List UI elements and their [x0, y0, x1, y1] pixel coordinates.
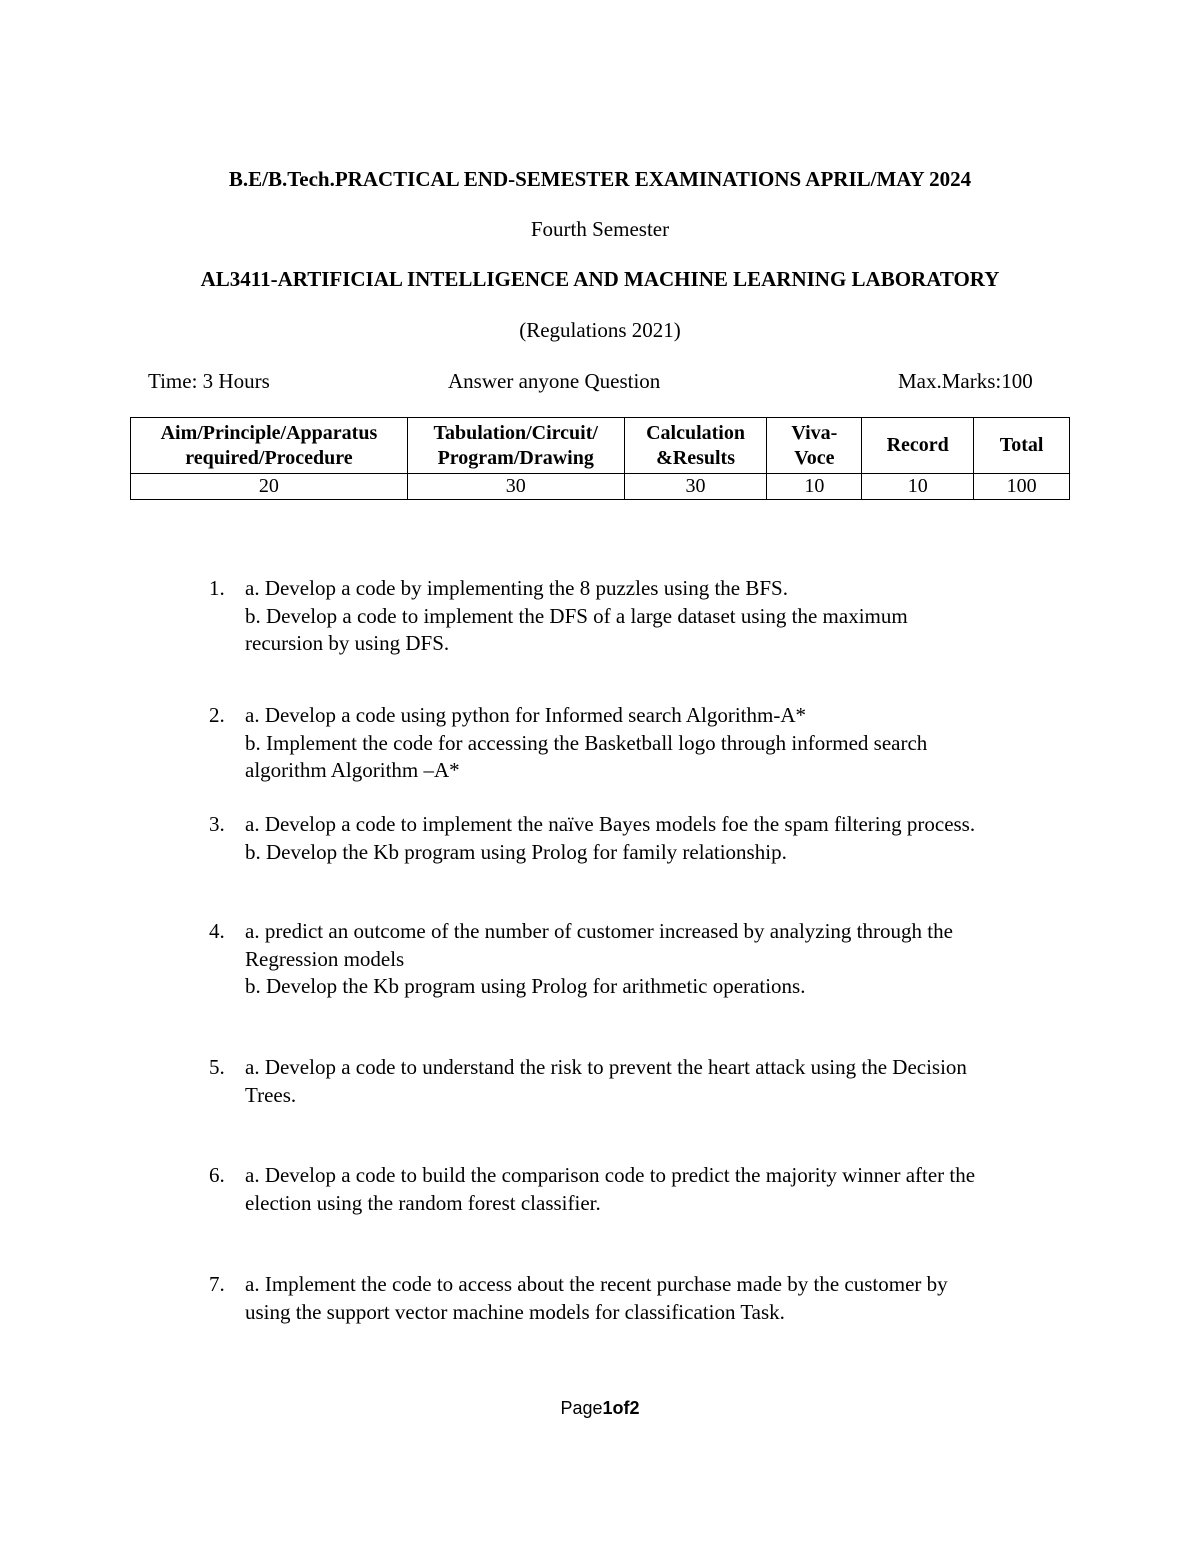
header-line: Voce [794, 446, 835, 469]
question-text [245, 575, 1075, 658]
question-line: b. Develop a code to implement the DFS of a large dataset using the maximum [245, 603, 908, 628]
header-line: Program/Drawing [437, 446, 594, 469]
question-number: 7. [209, 1272, 225, 1296]
question-number: 4. [209, 919, 225, 943]
question-line: a. Develop a code to build the comparison code to predict the majority winner after the [245, 1163, 976, 1187]
question-line: election using the random forest classifier. [245, 1190, 601, 1215]
marks-total: 100 [974, 474, 1070, 500]
question-number: 3. [209, 812, 225, 836]
question-line: algorithm Algorithm –A* [245, 758, 460, 782]
header-line: Aim/Principle/Apparatus [160, 421, 378, 444]
current-page-number: 1 [602, 1398, 613, 1418]
exam-duration: Time: 3 Hours [148, 369, 270, 393]
question-line: b. Implement the code for accessing the Basketball logo through informed search [245, 730, 928, 755]
question-line: a. Develop a code using python for Informed search Algorithm-A* [245, 703, 807, 727]
question-line: recursion by using DFS. [245, 631, 450, 655]
question-line: using the support vector machine models for classification Task. [245, 1299, 785, 1324]
course-title: AL3411-ARTIFICIAL INTELLIGENCE AND MACHINE LEARNING LABORATORY [200, 267, 1000, 291]
question-text [245, 702, 1075, 785]
question-text [245, 1054, 1075, 1109]
marks-viva-voce: 10 [767, 474, 862, 500]
table-header-row [131, 418, 1070, 474]
question-text [245, 811, 1075, 866]
semester-label: Fourth Semester [530, 217, 670, 241]
header-aim-procedure [131, 418, 408, 474]
max-marks: Max.Marks:100 [898, 369, 1033, 393]
marks-record: 10 [862, 474, 974, 500]
regulations-label: (Regulations 2021) [519, 318, 681, 342]
exam-instruction: Answer anyone Question [448, 369, 661, 393]
marks-distribution-table [130, 417, 1070, 500]
question-text [245, 1162, 1075, 1217]
header-total [974, 418, 1070, 474]
header-line: Viva- [791, 421, 838, 444]
question-line: a. Develop a code to understand the risk to prevent the heart attack using the Decision [245, 1055, 967, 1079]
header-line: required/Procedure [185, 446, 353, 469]
table-row [131, 474, 1070, 500]
question-number: 2. [209, 703, 225, 727]
question-number: 6. [209, 1163, 225, 1187]
question-line: Trees. [245, 1082, 297, 1107]
marks-tabulation-program: 30 [407, 474, 624, 500]
page-footer [0, 1398, 1200, 1419]
header-viva-voce [767, 418, 862, 474]
question-line: a. Develop a code by implementing the 8 puzzles using the BFS. [245, 576, 788, 600]
exam-title: B.E/B.Tech.PRACTICAL END-SEMESTER EXAMINATIONS APRIL/MAY 2024 [228, 167, 972, 191]
header-line: Tabulation/Circuit/ [433, 421, 598, 444]
question-line: Regression models [245, 946, 405, 971]
marks-calculation-results: 30 [624, 474, 767, 500]
question-number: 1. [209, 576, 225, 600]
question-text [245, 918, 1075, 1001]
total-pages-number: 2 [629, 1398, 640, 1418]
question-text [245, 1271, 1075, 1326]
question-line: b. Develop the Kb program using Prolog for arithmetic operations. [245, 974, 806, 998]
marks-aim-procedure: 20 [131, 474, 408, 500]
question-number: 5. [209, 1055, 225, 1079]
header-calculation-results [624, 418, 767, 474]
header-tabulation-program [407, 418, 624, 474]
of-word: of [612, 1398, 630, 1418]
header-line: Calculation [646, 421, 745, 444]
header-line: Total [999, 434, 1044, 456]
question-line: a. Develop a code to implement the naïve Bayes models foe the spam filtering process. [245, 812, 976, 836]
question-line: a. predict an outcome of the number of customer increased by analyzing through the [245, 919, 953, 943]
header-record [862, 418, 974, 474]
header-line: Record [886, 434, 949, 456]
header-line: &Results [656, 446, 735, 469]
question-line: a. Implement the code to access about the recent purchase made by the customer by [245, 1272, 948, 1296]
question-line: b. Develop the Kb program using Prolog for family relationship. [245, 839, 787, 864]
page-word: Page [560, 1398, 603, 1418]
